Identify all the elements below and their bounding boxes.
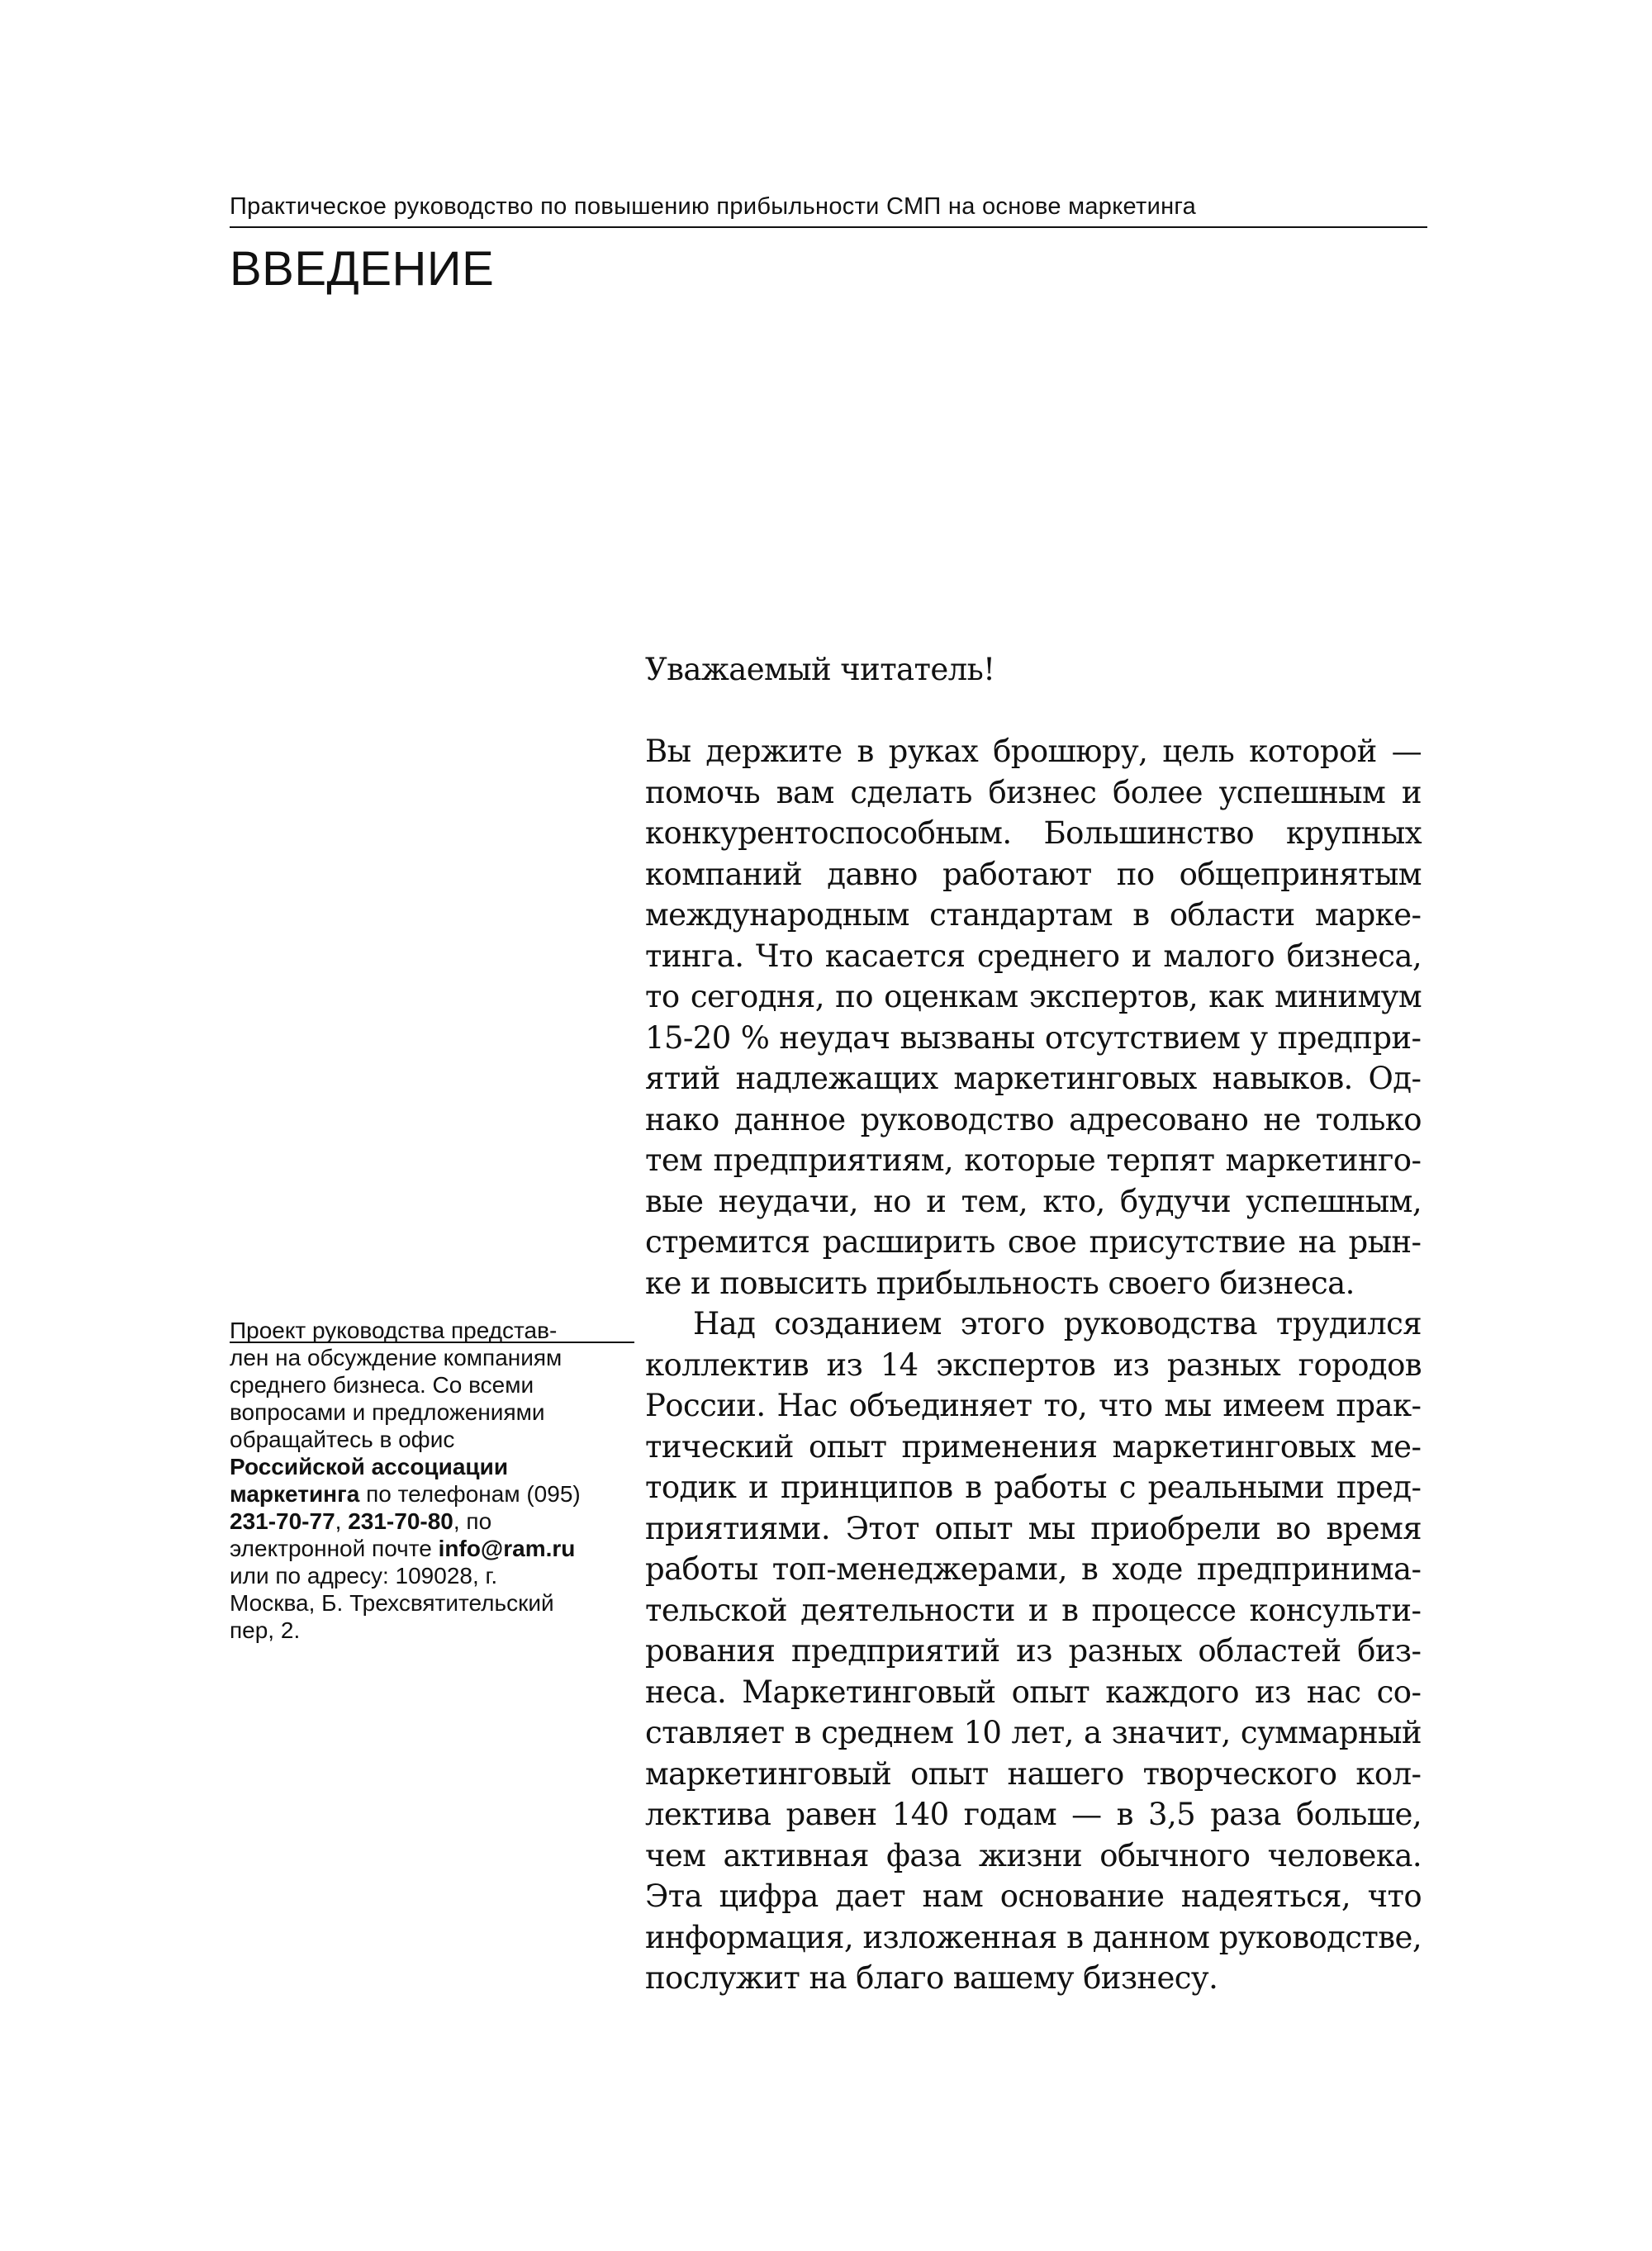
header-rule	[230, 226, 1427, 228]
sidenote-phone-2: 231-70-80	[348, 1508, 453, 1534]
section-title: ВВЕДЕНИЕ	[230, 242, 495, 296]
sidenote-email: info@ram.ru	[438, 1536, 576, 1561]
sidenote-org-name: Российской ассоциации маркетинга	[230, 1454, 509, 1507]
letter-paragraph-1: Вы держите в руках брошюру, цель которой — помочь вам сделать бизнес более успешным и конкурентоспособным. Большинство крупных компаний давно работают по общепринятым международным стандартам в области маркетинга. Что касается среднего и малого бизнеса, то сегодня, по оценкам экспертов, как минимум 15-20 % неудач вызваны отсутствием у предприятий надлежащих маркетинговых навыков. Однако данное руководство адресовано не только тем предприятиям, которые терпят маркетинговые неудачи, но и тем, кто, будучи успешным, стремится расширить свое присутствие на рынке и повысить прибыльность своего бизнеса.	[645, 734, 1422, 1301]
sidenote-phone-separator: ,	[335, 1508, 342, 1534]
sidenote-address: или по адресу: 109028, г. Москва, Б. Трехсвятительский пер, 2.	[230, 1563, 554, 1643]
sidenote-intro: Проект руководства представлен на обсуждение компаниям среднего бизнеса. Со всеми вопросами и предложениями обращайтесь в офис	[230, 1318, 563, 1452]
sidenote	[230, 1317, 585, 1644]
running-header: Практическое руководство по повышению прибыльности СМП на основе маркетинга	[230, 193, 1197, 220]
letter-body	[645, 649, 1422, 1999]
letter-salutation: Уважаемый читатель!	[645, 652, 995, 687]
sidenote-email-label: , по электронной почте	[230, 1508, 492, 1561]
letter-paragraph-2: Над созданием этого руководства трудился коллектив из 14 экспертов из разных городов России. Нас объединяет то, что мы имеем практический опыт применения маркетинговых методик и принципов в работы с реальными предприятиями. Этот опыт мы приобрели во время работы топ-менеджерами, в ходе предпринимательской деятельности и в процессе консультирования предприятий из разных областей бизнеса. Маркетинговый опыт каждого из нас составляет в среднем 10 лет, а значит, суммарный маркетинговый опыт нашего творческого коллектива равен 140 годам — в 3,5 раза больше, чем активная фаза жизни обычного человека. Эта цифра дает нам основание надеяться, что информация, изложенная в данном руководстве, послужит на благо вашему бизнесу.	[645, 1306, 1422, 1996]
sidenote-phones-label: по телефонам (095)	[366, 1481, 581, 1507]
sidenote-phone-1: 231-70-77	[230, 1508, 335, 1534]
